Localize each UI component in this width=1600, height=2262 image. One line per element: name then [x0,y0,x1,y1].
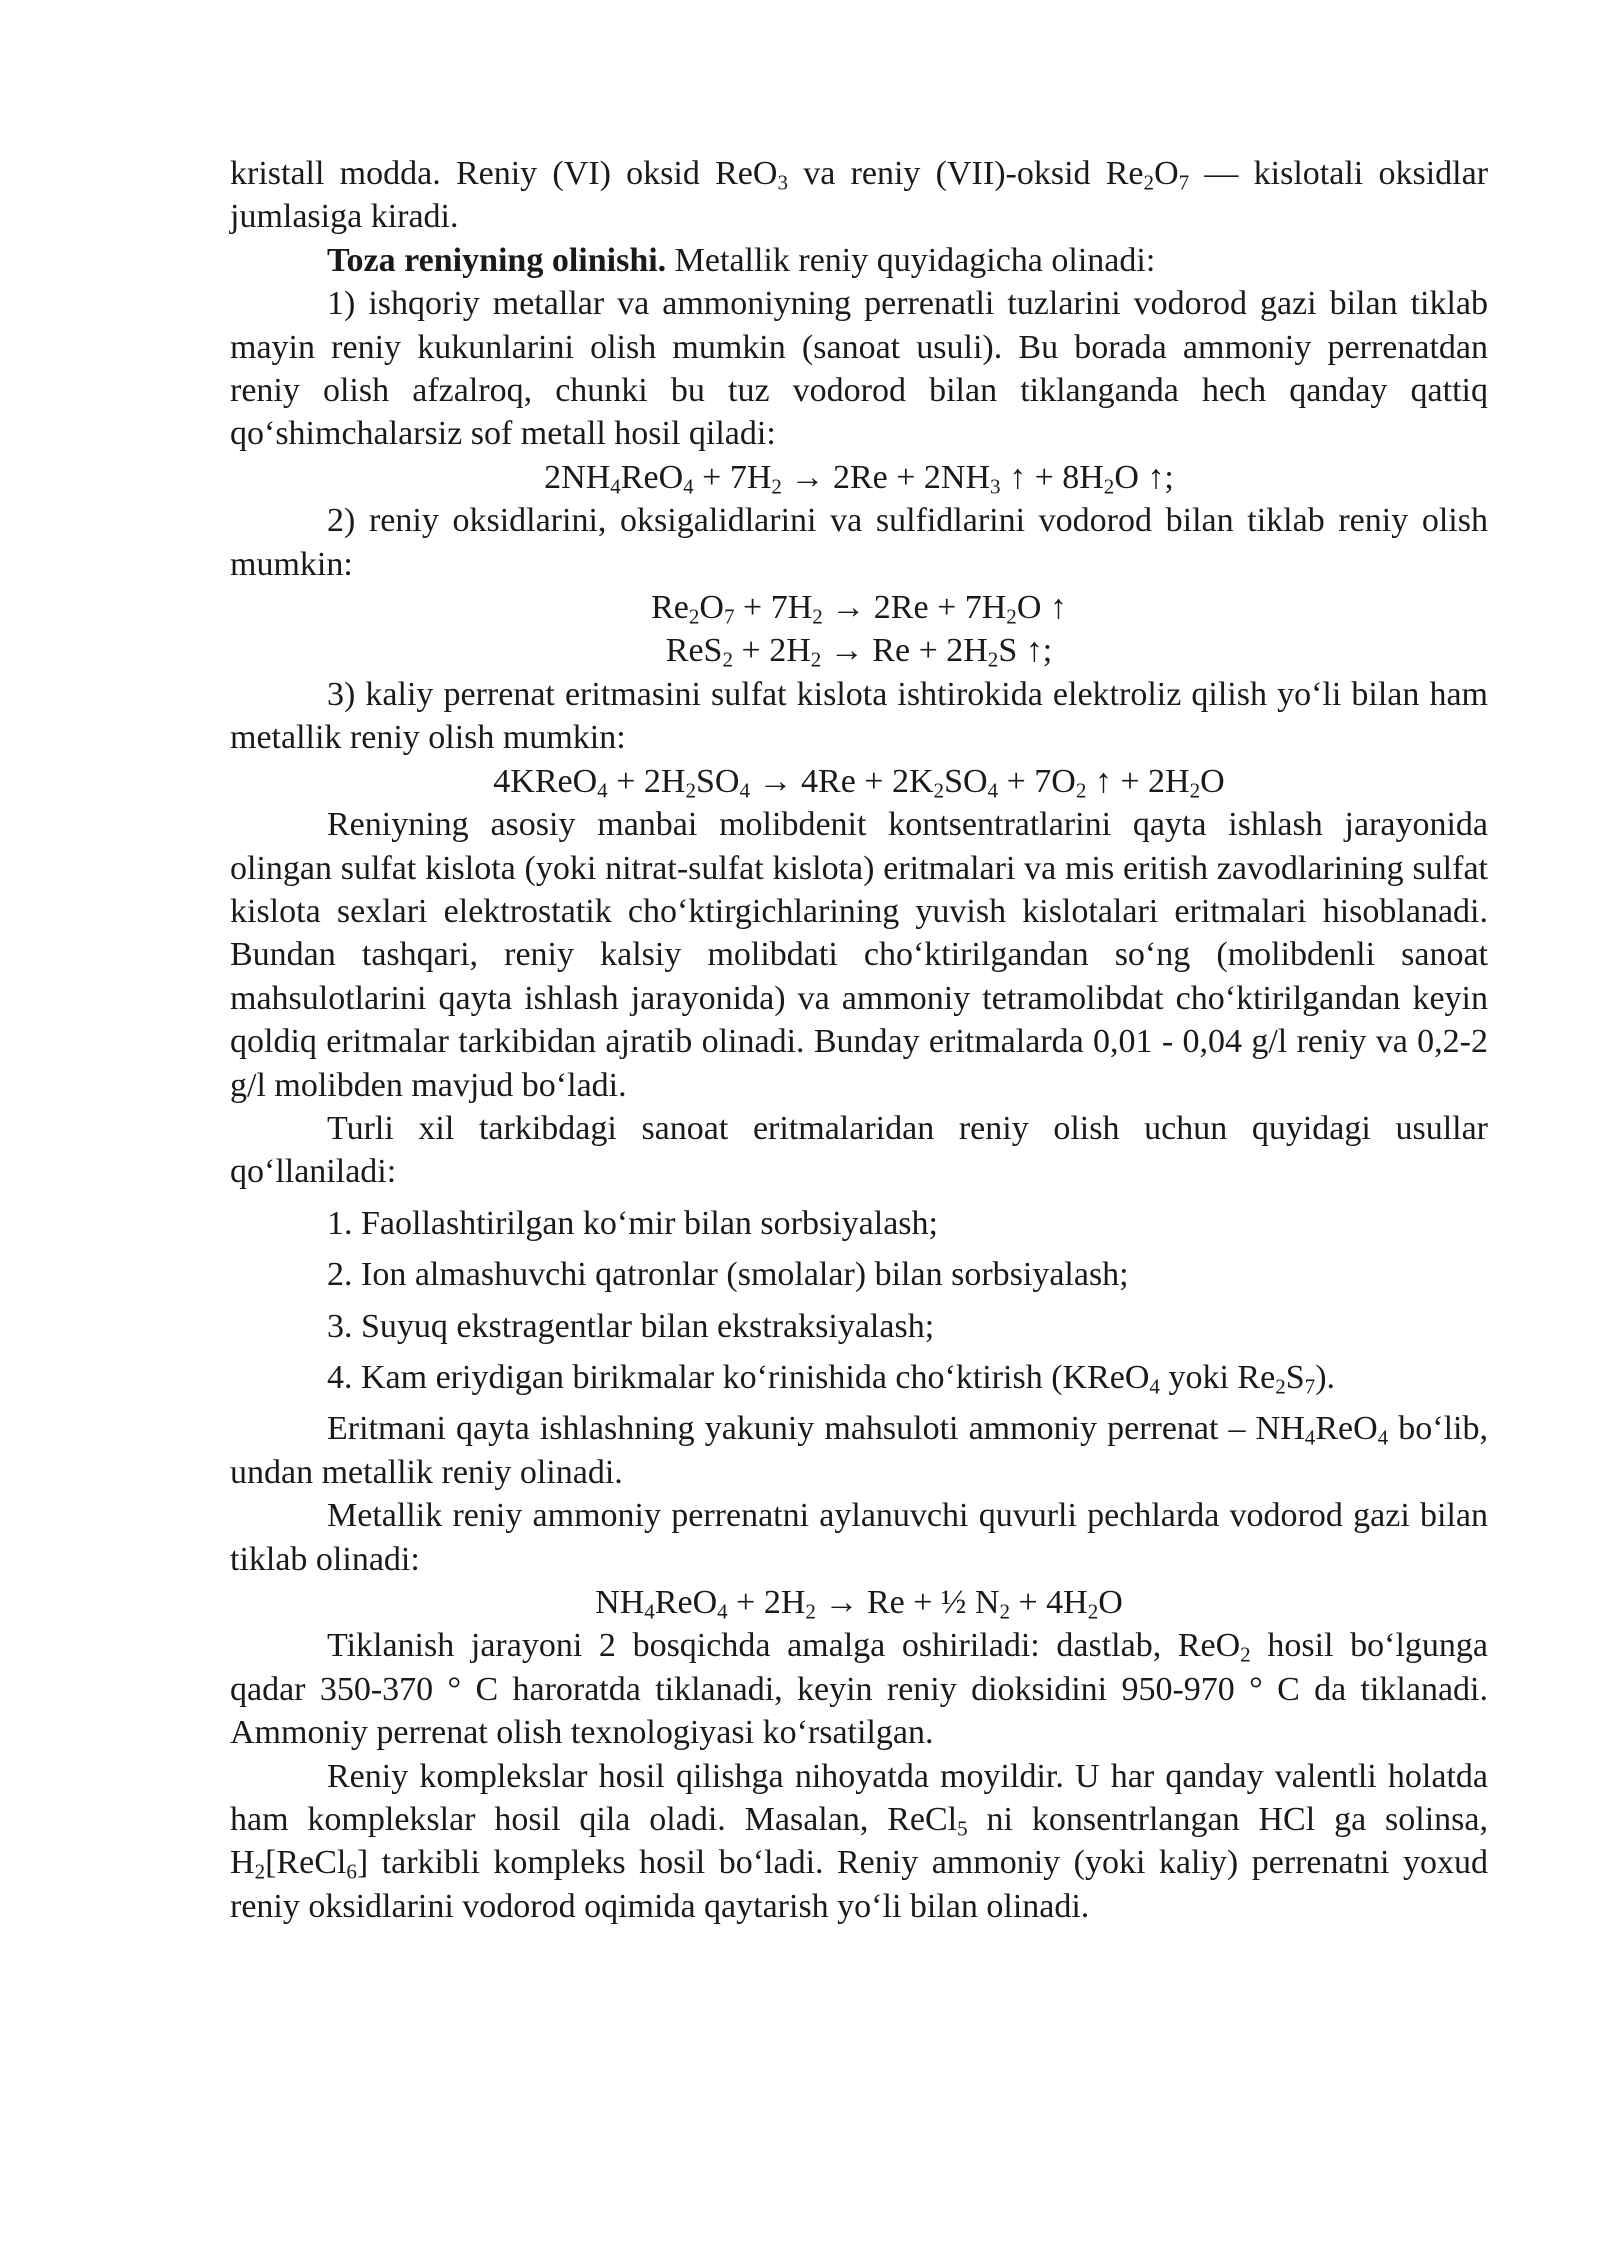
equation-4: 4KReO$_4$ + $2H_2SO_4 \to 4Re + 2K_2SO_4 + 7O_2$ ↑ + $2H_2O$ [493,762,1225,802]
paragraph-sources: Reniyning asosiy manbai molibdenit kontsentratlarini qayta ishlash jarayonida olingan sulfat kislota (yoki nitrat-sulfat kislota) eritmalari va mis eritish zavodlarining sulfat kislota sexlari elektrostatik cho‘ktirgichlarining yuvish kislotalari eritmalari hisoblanadi. Bundan tashqari, reniy kalsiy molibdati cho‘ktirilgandan so‘ng (molibdenli sanoat mahsulotlarini qayta ishlash jarayonida) va ammoniy tetramolibdat cho‘ktirilgandan keyin qoldiq eritmalar tarkibidan ajratib olinadi. Bunday eritmalarda 0,01 - 0,04 g/l reniy va 0,2-2 g/l molibden mavjud bo‘ladi. [230,806,1488,1104]
equation-3: $ReS_2 + 2H_2 \to Re + 2H_2S$ ↑; [665,632,1053,672]
list-item: 2. Ion almashuvchi qatronlar (smolalar) bilan sorbsiyalash; [327,1256,1129,1294]
list-item: 1. Faollashtirilgan ko‘mir bilan sorbsiyalash; [327,1204,938,1242]
section-heading-paragraph: Toza reniyning olinishi. Metallik reniy quyidagicha olinadi: [327,241,1156,279]
paragraph-complexes: Reniy komplekslar hosil qilishga nihoyatda moyildir. U har qanday valentli holatda ham komplekslar hosil qila oladi. Masalan, ReCl$_5$ ni konsentrlangan HCl ga solinsa, $H_2[ReCl_6]$ tarkibli kompleks hosil bo‘ladi. Reniy ammoniy (yoki kaliy) perrenatni yoxud reniy oksidlarini vodorod oqimida qaytarish yo‘li bilan olinadi. [230,1757,1488,1925]
paragraph-method-3: 3) kaliy perrenat eritmasini sulfat kislota ishtirokida elektroliz qilish yo‘li bilan ham metallik reniy olish mumkin: [230,675,1488,757]
equation-5: $NH_4ReO_4 + 2H_2 \to Re$ + ½ $N_2 + 4H_2O$ [595,1584,1123,1624]
equation-1: $2NH_4ReO_4 + 7H_2 \to 2Re + 2NH_3$ ↑ + $8H_2O$ ↑; [544,458,1174,499]
paragraph-stages: Tiklanish jarayoni 2 bosqichda amalga oshiriladi: dastlab, ReO$_2$ hosil bo‘lgunga qadar 350-370 ° C haroratda tiklanadi, keyin reniy dioksidini 950-970 ° C da tiklanadi. Ammoniy perrenat olish texnologiyasi ko‘rsatilgan. [230,1627,1488,1752]
list-item: 4. Kam eriydigan birikmalar ko‘rinishida cho‘ktirish (KReO$_4$ yoki $Re_2S_7$). [327,1358,1336,1399]
list-item: 3. Suyuq ekstragentlar bilan ekstraksiyalash; [327,1307,935,1345]
paragraph-reduction: Metallik reniy ammoniy perrenatni aylanuvchi quvurli pechlarda vodorod gazi bilan tiklab olinadi: [230,1497,1488,1578]
document-page [230,152,1488,1928]
paragraph-rhenium-oxides: kristall modda. Reniy (VI) oksid ReO$_3$ va reniy (VII)-oksid $Re_2O_7$ — kislotali oksidlar jumlasiga kiradi. [230,155,1489,236]
section-heading: Toza reniyning olinishi. [327,241,667,279]
paragraph-methods-intro: Turli xil tarkibdagi sanoat eritmalaridan reniy olish uchun quyidagi usullar qo‘llaniladi: [230,1109,1488,1191]
paragraph-final-product: Eritmani qayta ishlashning yakuniy mahsuloti ammoniy perrenat – $NH_4ReO_4$ bo‘lib, undan metallik reniy olinadi. [230,1410,1488,1491]
paragraph-method-1: 1) ishqoriy metallar va ammoniyning perrenatli tuzlarini vodorod gazi bilan tiklab mayin reniy kukunlarini olish mumkin (sanoat usuli). Bu borada ammoniy perrenatdan reniy olish afzalroq, chunki bu tuz vodorod bilan tiklanganda hech qanday qattiq qo‘shimchalarsiz sof metall hosil qiladi: [230,285,1488,453]
equation-2: $Re_2O_7 + 7H_2 \to 2Re + 7H_2O$ ↑ [651,589,1067,629]
paragraph-method-2: 2) reniy oksidlarini, oksigalidlarini va sulfidlarini vodorod bilan tiklab reniy olish mumkin: [230,502,1488,583]
